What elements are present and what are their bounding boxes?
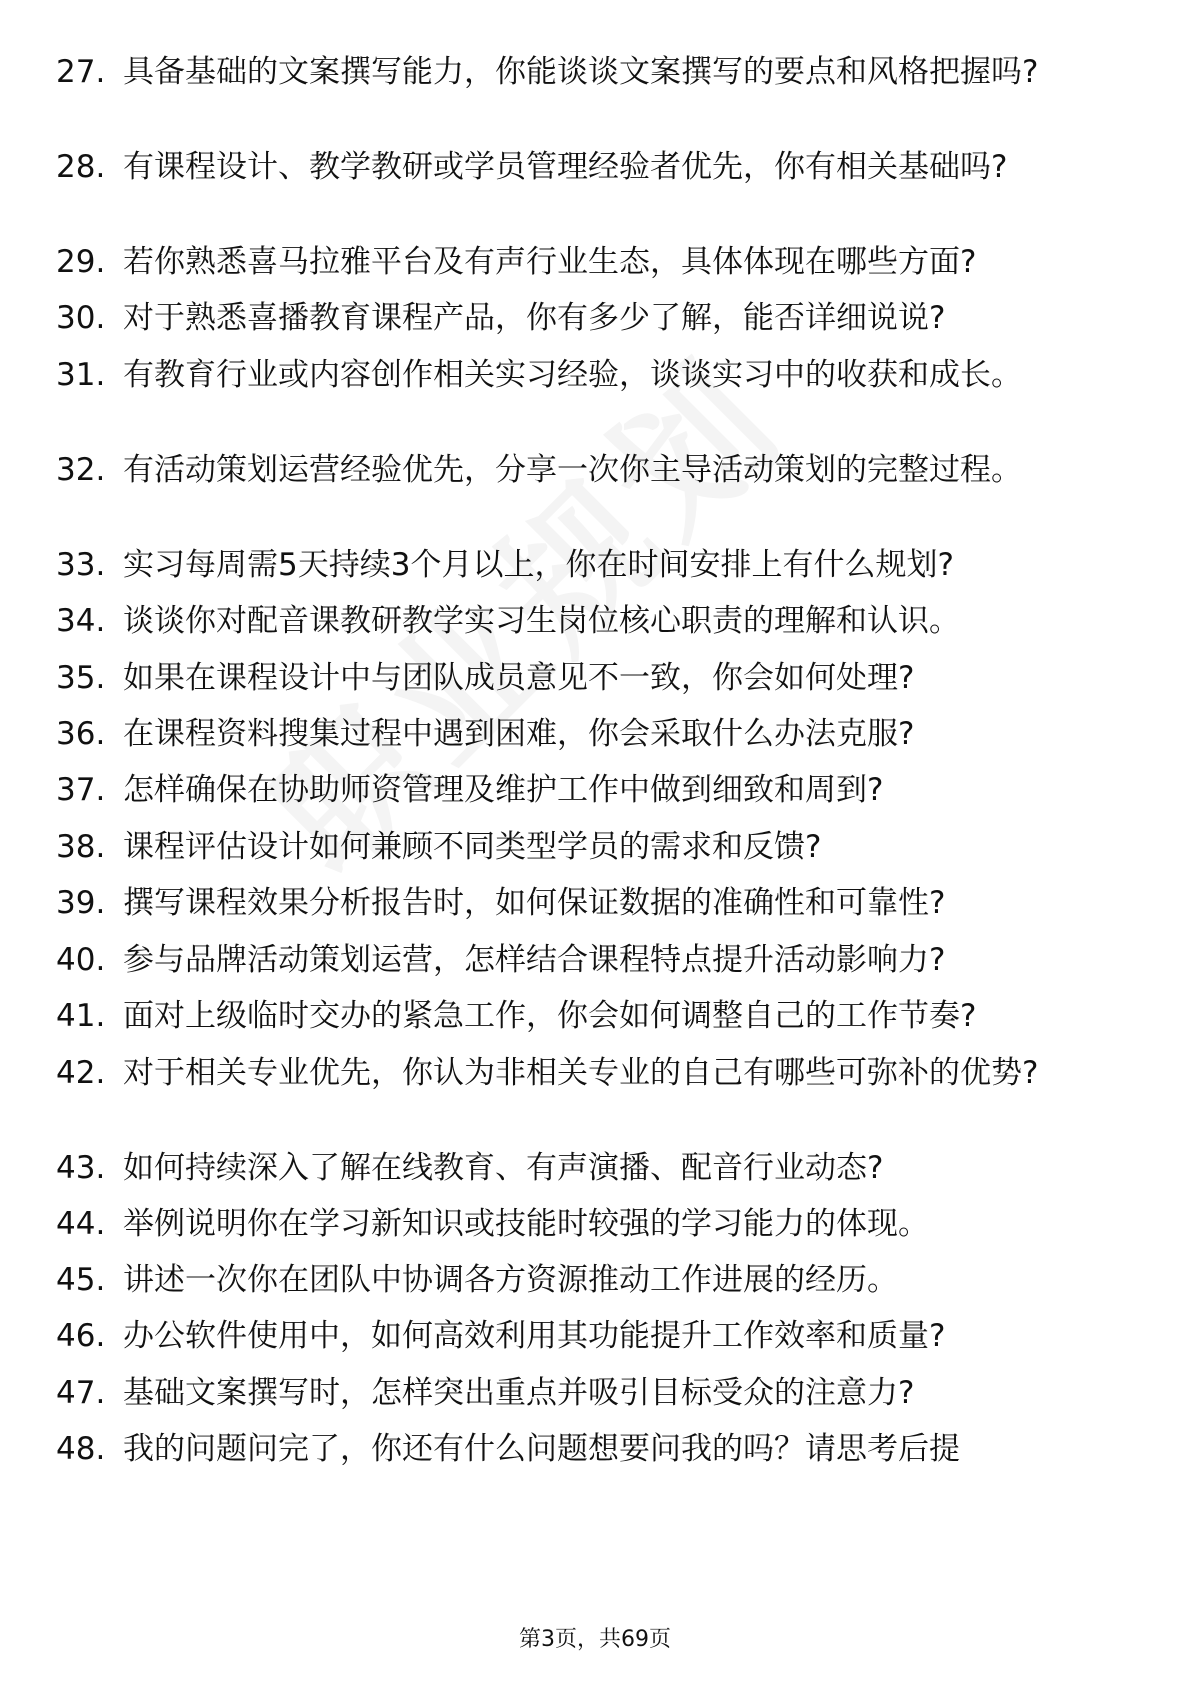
question-number: 44. bbox=[56, 1206, 106, 1242]
question-number: 37. bbox=[56, 772, 106, 808]
question-text: 面对上级临时交办的紧急工作，你会如何调整自己的工作节奏? bbox=[123, 998, 977, 1034]
question-text: 怎样确保在协助师资管理及维护工作中做到细致和周到? bbox=[123, 772, 884, 808]
question-text: 在课程资料搜集过程中遇到困难，你会采取什么办法克服? bbox=[123, 716, 915, 752]
question-text: 如果在课程设计中与团队成员意见不一致，你会如何处理? bbox=[123, 660, 915, 696]
question-number: 45. bbox=[56, 1262, 106, 1298]
question-text: 如何持续深入了解在线教育、有声演播、配音行业动态? bbox=[123, 1150, 884, 1186]
question-number: 40. bbox=[56, 942, 106, 978]
question-number: 27. bbox=[56, 54, 106, 90]
question-text: 讲述一次你在团队中协调各方资源推动工作进展的经历。 bbox=[123, 1262, 898, 1298]
question-text: 课程评估设计如何兼顾不同类型学员的需求和反馈? bbox=[123, 829, 822, 865]
question-text: 谈谈你对配音课教研教学实习生岗位核心职责的理解和认识。 bbox=[123, 603, 960, 639]
question-number: 42. bbox=[56, 1055, 106, 1091]
question-number: 43. bbox=[56, 1150, 106, 1186]
question-text: 参与品牌活动策划运营，怎样结合课程特点提升活动影响力? bbox=[123, 942, 946, 978]
question-text: 有活动策划运营经验优先，分享一次你主导活动策划的完整过程。 bbox=[123, 452, 1022, 488]
question-number: 48. bbox=[56, 1431, 106, 1467]
question-number: 31. bbox=[56, 357, 106, 393]
question-text: 基础文案撰写时，怎样突出重点并吸引目标受众的注意力? bbox=[123, 1375, 915, 1411]
question-text: 对于熟悉喜播教育课程产品，你有多少了解，能否详细说说? bbox=[123, 300, 946, 336]
question-number: 47. bbox=[56, 1375, 106, 1411]
question-number: 41. bbox=[56, 998, 106, 1034]
question-text: 具备基础的文案撰写能力，你能谈谈文案撰写的要点和风格把握吗? bbox=[123, 54, 1039, 90]
question-number: 34. bbox=[56, 603, 106, 639]
question-number: 46. bbox=[56, 1318, 106, 1354]
question-number: 39. bbox=[56, 885, 106, 921]
question-number: 33. bbox=[56, 547, 106, 583]
question-number: 35. bbox=[56, 660, 106, 696]
question-text: 对于相关专业优先，你认为非相关专业的自己有哪些可弥补的优势? bbox=[123, 1055, 1039, 1091]
question-text: 我的问题问完了，你还有什么问题想要问我的吗？请思考后提 bbox=[123, 1431, 960, 1467]
page-footer: 第3页，共69页 bbox=[519, 1627, 671, 1652]
question-text: 办公软件使用中，如何高效利用其功能提升工作效率和质量? bbox=[123, 1318, 946, 1354]
question-number: 30. bbox=[56, 300, 106, 336]
question-text: 撰写课程效果分析报告时，如何保证数据的准确性和可靠性? bbox=[123, 885, 946, 921]
question-text: 若你熟悉喜马拉雅平台及有声行业生态，具体体现在哪些方面? bbox=[123, 244, 977, 280]
question-text: 有课程设计、教学教研或学员管理经验者优先，你有相关基础吗? bbox=[123, 149, 1008, 185]
question-number: 32. bbox=[56, 452, 106, 488]
question-number: 36. bbox=[56, 716, 106, 752]
question-text: 举例说明你在学习新知识或技能时较强的学习能力的体现。 bbox=[123, 1206, 929, 1242]
question-number: 38. bbox=[56, 829, 106, 865]
question-number: 29. bbox=[56, 244, 106, 280]
question-text: 实习每周需5天持续3个月以上，你在时间安排上有什么规划? bbox=[123, 547, 954, 583]
question-number: 28. bbox=[56, 149, 106, 185]
question-text: 有教育行业或内容创作相关实习经验，谈谈实习中的收获和成长。 bbox=[123, 357, 1022, 393]
